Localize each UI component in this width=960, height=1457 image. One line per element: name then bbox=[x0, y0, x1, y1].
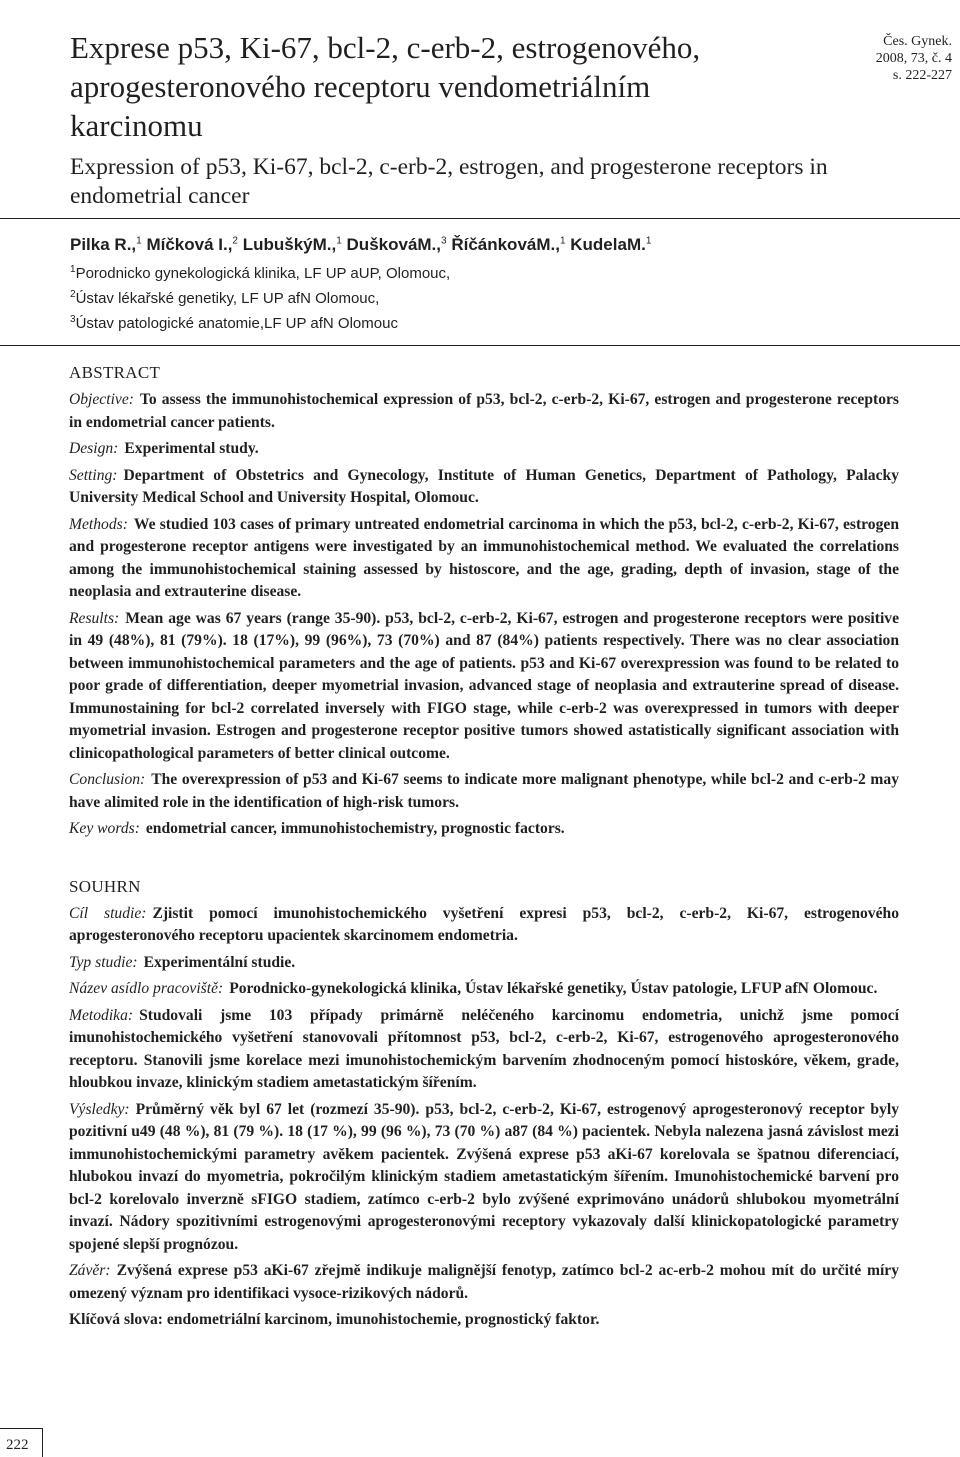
author-name: Míčková I., bbox=[146, 235, 233, 254]
section-label: Setting: bbox=[69, 466, 118, 484]
section-label: Metodika: bbox=[69, 1006, 134, 1024]
journal-ref-line2: 2008, 73, č. 4 bbox=[875, 51, 952, 66]
section-label: Objective: bbox=[69, 391, 134, 408]
journal-ref-line1: Čes. Gynek. bbox=[883, 34, 952, 49]
abstract-design bbox=[69, 438, 899, 461]
journal-reference bbox=[876, 33, 952, 84]
abstract-keywords bbox=[69, 818, 899, 841]
abstract-conclusion bbox=[69, 769, 899, 814]
section-text: We studied 103 cases of primary untreated endometrial carcinoma in which the p53, bcl-2, c-erb-2, Ki-67, estrogen and progesterone receptor antigens were investigated by an immunohistochemical method. We evaluated the correlations among the immunohistochemical staining assessed by histoscore, and the age, grading, depth of invasion, stage of the neoplasia and extrauterine disease. bbox=[69, 515, 899, 600]
affiliation-2 bbox=[70, 290, 379, 307]
section-label: Key words: bbox=[69, 820, 140, 837]
author-list bbox=[70, 235, 651, 255]
souhrn-klicova-slova bbox=[69, 1309, 899, 1332]
section-text: Studovali jsme 103 případy primárně neléčeného karcinomu endometria, unichž jsme pomocí imunohistochemického vyšetření stanovovali přítomnost p53, bcl-2, c-erb-2, Ki-67, estrogenového aprogesteronového receptoru. Stanovili jsme korelace mezi imunohistochemickým barvením zhodnoceným pomocí histoskóre, věkem, grade, hloubkou invaze, klinickým stadiem ametastatickým šířením. bbox=[69, 1006, 899, 1091]
section-text: Zjistit pomocí imunohistochemického vyšetření expresi p53, bcl-2, c-erb-2, Ki-67, estrogenového aprogesteronového receptoru upacientek skarcinomem endometria. bbox=[69, 904, 899, 944]
section-label: Conclusion: bbox=[69, 771, 146, 788]
affil-mark: 1 bbox=[70, 264, 76, 275]
affil-text: Ústav lékařské genetiky, LF UP afN Olomouc, bbox=[75, 290, 380, 307]
abstract-heading: ABSTRACT bbox=[69, 363, 161, 382]
section-label: Výsledky: bbox=[69, 1100, 130, 1118]
section-text: Porodnicko-gynekologická klinika, Ústav lékařské genetiky, Ústav patologie, LFUP afN Olomouc. bbox=[229, 980, 878, 997]
author-affil-mark: 2 bbox=[232, 235, 238, 247]
section-label: Design: bbox=[69, 440, 119, 457]
section-label: Závěr: bbox=[69, 1262, 111, 1279]
affil-text: Porodnicko gynekologická klinika, LF UP aUP, Olomouc, bbox=[75, 265, 451, 282]
abstract-body bbox=[69, 363, 899, 1336]
abstract-results bbox=[69, 608, 899, 766]
section-label: Typ studie: bbox=[69, 953, 138, 971]
divider-top bbox=[0, 218, 960, 219]
souhrn-vysledky bbox=[69, 1099, 899, 1257]
author-affil-mark: 1 bbox=[559, 235, 566, 247]
abstract-methods bbox=[69, 514, 899, 604]
section-text: The overexpression of p53 and Ki-67 seems to indicate more malignant phenotype, while bcl-2 and c-erb-2 may have alimited role in the identification of high-risk tumors. bbox=[69, 771, 899, 811]
author-affil-mark: 3 bbox=[441, 235, 447, 247]
journal-ref-line3: s. 222-227 bbox=[892, 68, 952, 83]
souhrn-typ bbox=[69, 952, 899, 975]
author-name: KudelaM. bbox=[570, 235, 646, 254]
affil-mark: 2 bbox=[70, 289, 76, 300]
affiliation-1 bbox=[70, 265, 450, 282]
section-text: Zvýšená exprese p53 aKi-67 zřejmě indikuje malignější fenotyp, zatímco bcl-2 ac-erb-2 mohou mít do určité míry omezený význam pro identifikaci vysoce-rizikových nádorů. bbox=[69, 1262, 899, 1302]
divider-mid bbox=[0, 345, 960, 346]
author-affil-mark: 1 bbox=[136, 235, 142, 247]
section-label: Results: bbox=[69, 609, 120, 627]
souhrn-nazev bbox=[69, 978, 899, 1001]
section-text: Experimentální studie. bbox=[143, 953, 296, 971]
author-affil-mark: 1 bbox=[336, 235, 342, 247]
section-label: Cíl studie: bbox=[69, 904, 147, 922]
title-czech: Exprese p53, Ki-67, bcl-2, c-erb-2, estrogenového, aprogesteronového receptoru vendometriálním karcinomu bbox=[70, 30, 701, 143]
section-text: To assess the immunohistochemical expression of p53, bcl-2, c-erb-2, Ki-67, estrogen and progesterone receptors in endometrial cancer patients. bbox=[69, 391, 899, 431]
section-text: Klíčová slova: endometriální karcinom, imunohistochemie, prognostický faktor. bbox=[69, 1311, 600, 1328]
section-text: Experimental study. bbox=[124, 440, 259, 457]
affiliation-3 bbox=[70, 315, 398, 332]
author-name: Pilka R., bbox=[70, 235, 137, 254]
author-affil-mark: 1 bbox=[645, 235, 652, 247]
section-text: endometrial cancer, immunohistochemistry, prognostic factors. bbox=[145, 820, 565, 837]
affil-mark: 3 bbox=[70, 314, 76, 325]
souhrn-heading: SOUHRN bbox=[69, 876, 141, 896]
abstract-setting bbox=[69, 465, 899, 510]
page-number-vertical-rule bbox=[42, 1428, 43, 1457]
souhrn-zaver bbox=[69, 1260, 899, 1305]
author-name: LubuškýM., bbox=[242, 235, 337, 254]
section-text: Mean age was 67 years (range 35-90). p53, bcl-2, c-erb-2, Ki-67, estrogen and progesterone receptors were positive in 49 (48%), 81 (79%). 18 (17%), 99 (96%), 73 (70%) and 87 (84%) patients respectively. There was no clear association between immunohistochemical parameters and the age of patients. p53 and Ki-67 overexpression was found to be related to poor grade of differentiation, deeper myometrial invasion, advanced stage of neoplasia and extrauterine spread of disease. Immunostaining for bcl-2 correlated inversely with FIGO stage, while c-erb-2 was overexpressed in tumors with deeper myometrial invasion. Estrogen and progesterone receptor positive tumors showed astatistically significant association with clinicopathological parameters of better clinical outcome. bbox=[69, 609, 899, 762]
souhrn-cil bbox=[69, 903, 899, 948]
author-name: DuškováM., bbox=[346, 235, 442, 254]
affil-text: Ústav patologické anatomie,LF UP afN Olomouc bbox=[75, 315, 398, 332]
souhrn-metodika bbox=[69, 1005, 899, 1095]
section-text: Průměrný věk byl 67 let (rozmezí 35-90). p53, bcl-2, c-erb-2, Ki-67, estrogenový aprogesteronový receptor byly pozitivní u49 (48 %), 81 (79 %). 18 (17 %), 99 (96 %), 73 (70 %) a87 (84 %) pacientek. Nebyla nalezena jasná závislost mezi immunohistochemickými parametry avěkem pacientek. Zvýšená exprese p53 aKi-67 korelovala se špatnou diferenciací, hlubokou invazí do myometria, pokročilým klinickým stadiem ametastatickým šířením. Imunohistochemické barvení pro bcl-2 korelovalo inverzně sFIGO stadiem, zatímco c-erb-2 bylo zvýšené exprimováno unádorů shlubokou myometrální invazí. Nádory spozitivními estrogenovými aprogesteronovými receptory vykazovaly další klinickopatologické parametry spojené slepší prognózou. bbox=[69, 1100, 899, 1253]
page-number-rule bbox=[0, 1428, 42, 1429]
author-name: ŘíčánkováM., bbox=[451, 235, 560, 254]
section-spacer bbox=[69, 845, 899, 877]
page-number: 222 bbox=[6, 1437, 29, 1453]
section-text: Department of Obstetrics and Gynecology, Institute of Human Genetics, Department of Pathology, Palacky University Medical School and University Hospital, Olomouc. bbox=[69, 466, 899, 506]
section-label: Název asídlo pracoviště: bbox=[69, 980, 224, 997]
title-english: Expression of p53, Ki-67, bcl-2, c-erb-2, estrogen, and progesterone receptors in endometrial cancer bbox=[70, 154, 828, 209]
abstract-objective bbox=[69, 389, 899, 434]
section-label: Methods: bbox=[69, 515, 128, 533]
